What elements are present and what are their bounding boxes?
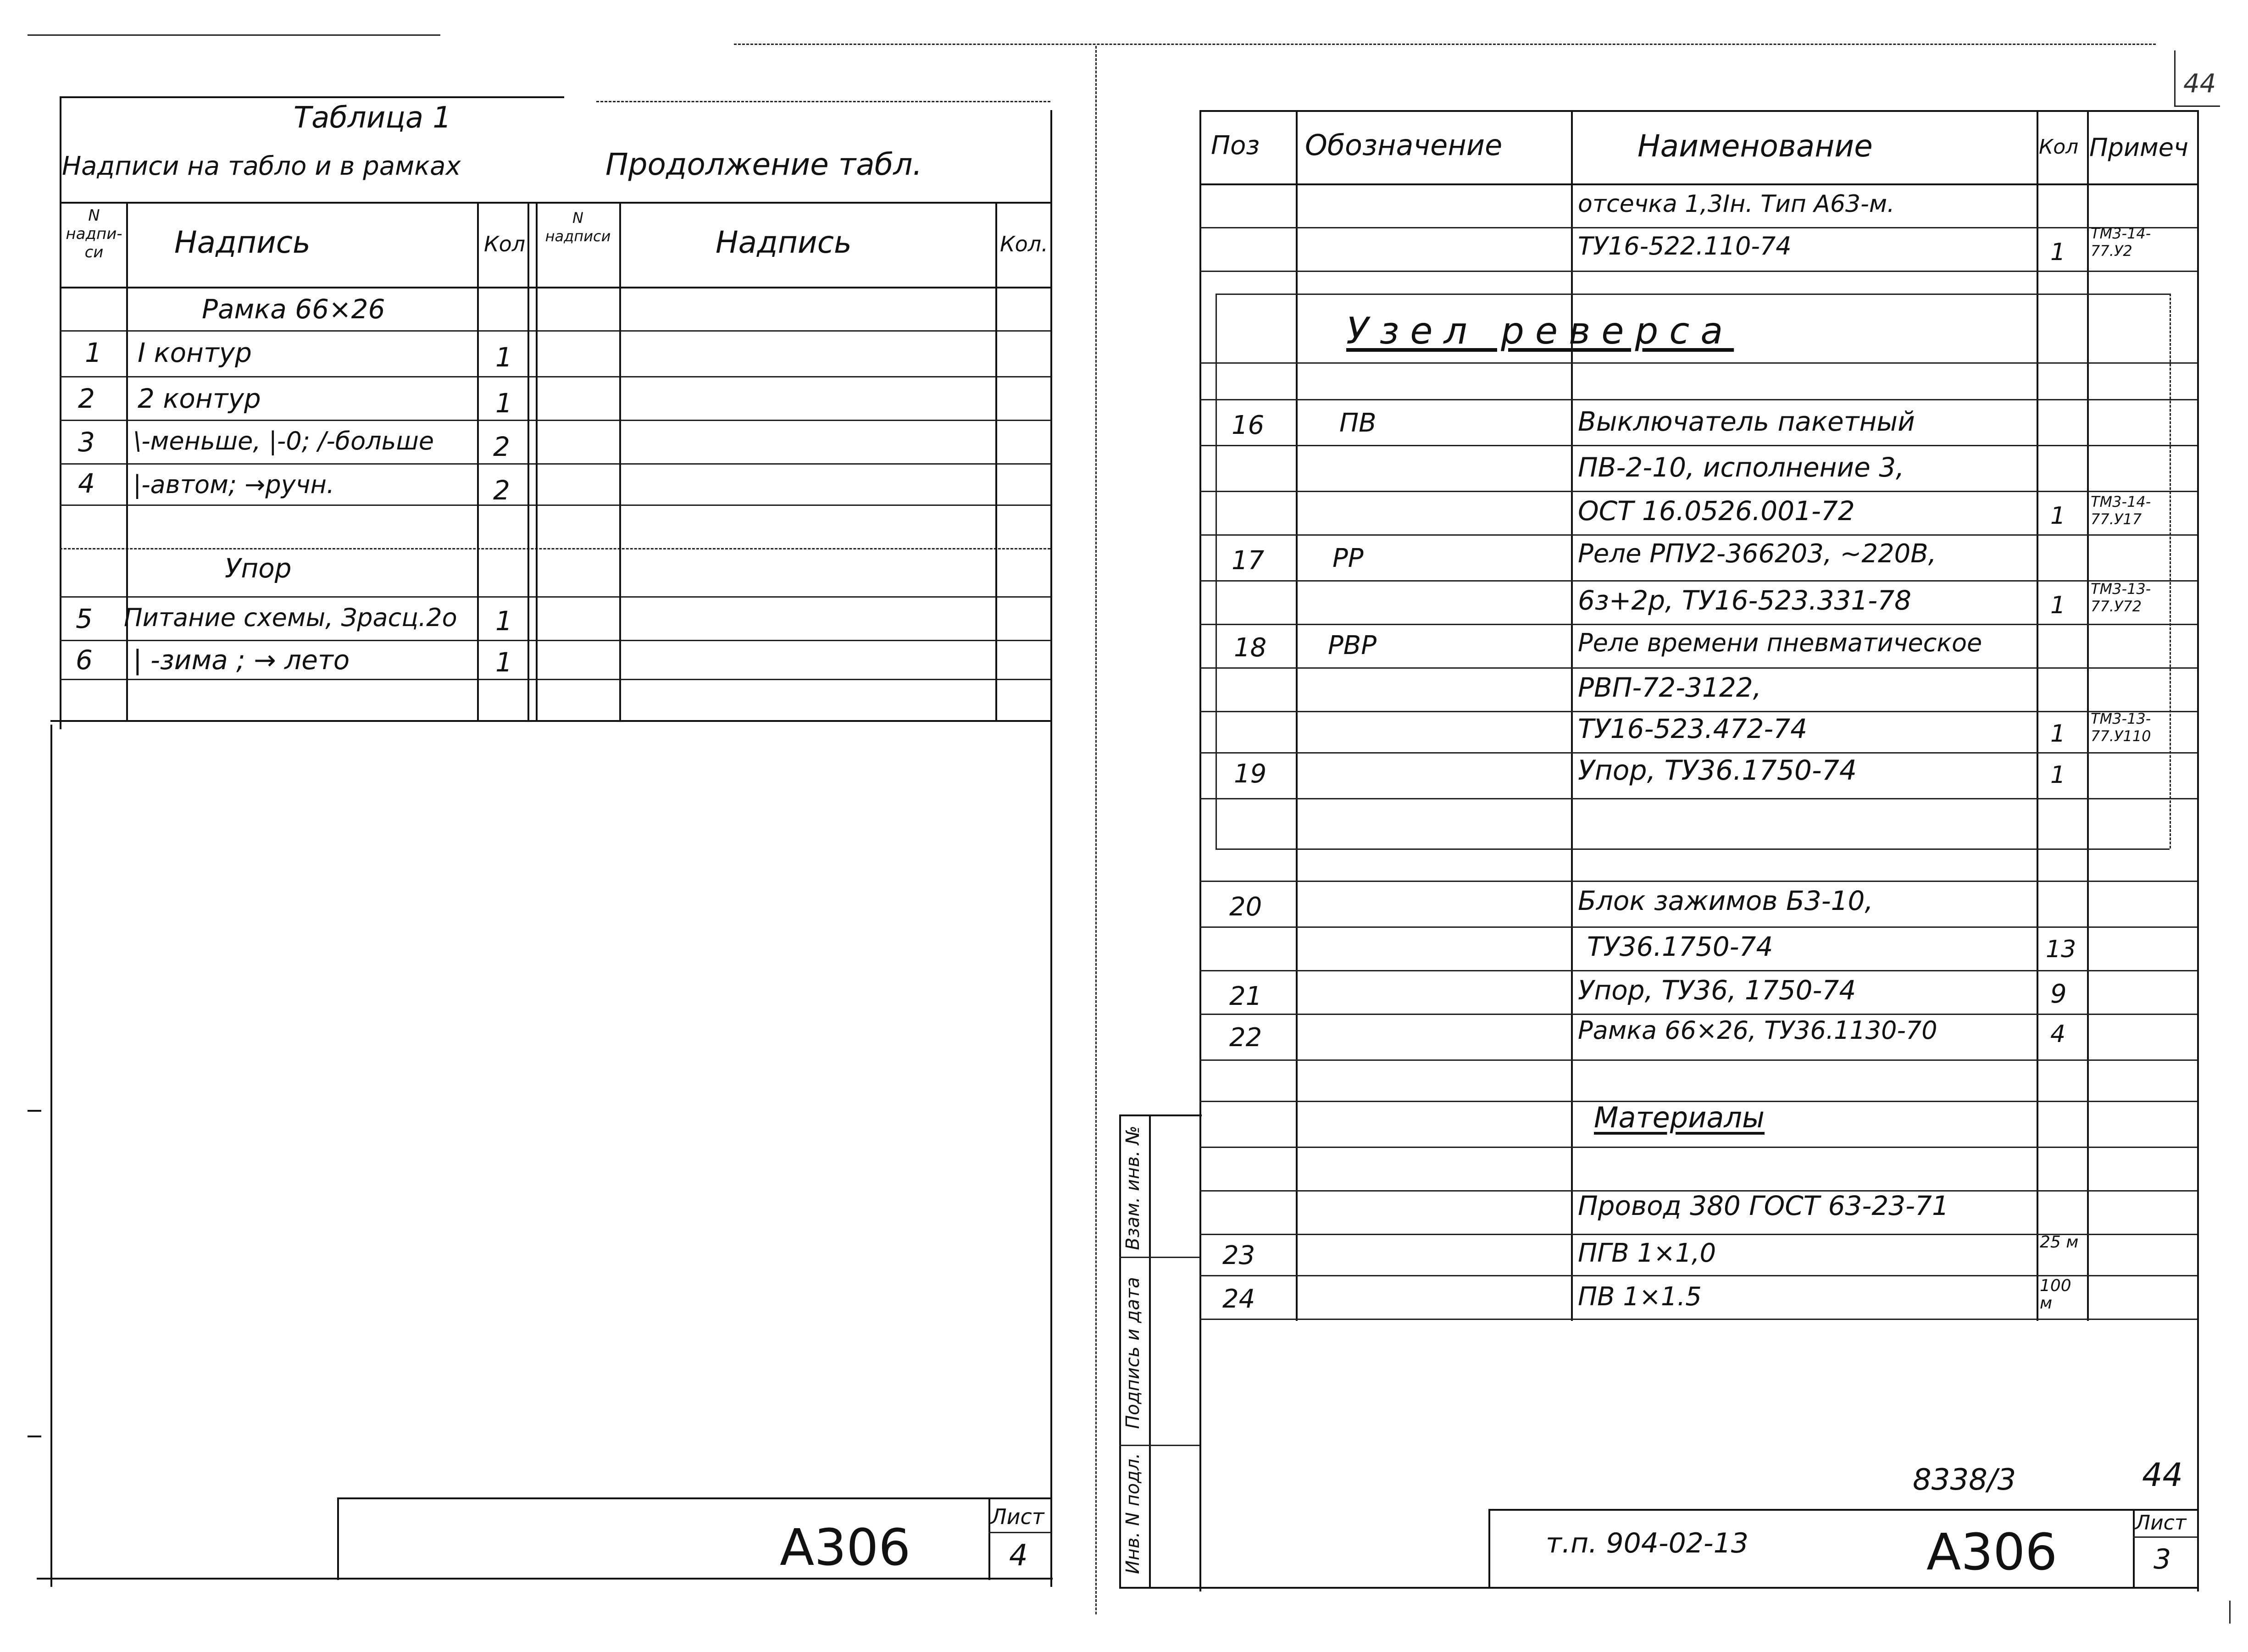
row-num: 6 bbox=[76, 644, 93, 676]
tbl-line bbox=[60, 640, 1050, 641]
rrow-name: ПВ 1×1.5 bbox=[1578, 1282, 1702, 1312]
stamp-code: А306 bbox=[780, 1518, 911, 1577]
side-stamp-mid bbox=[1149, 1114, 1151, 1587]
tbl-line bbox=[60, 504, 1050, 506]
section-box-left bbox=[1216, 294, 1217, 848]
corner-line bbox=[2174, 105, 2220, 107]
stamp-sheet-line bbox=[988, 1532, 1050, 1533]
header-inscription: Надпись bbox=[174, 225, 311, 260]
rtbl-col bbox=[1571, 110, 1573, 1321]
left-frame-top-2 bbox=[596, 101, 1050, 102]
rstamp-project: т.п. 904-02-13 bbox=[1546, 1527, 1748, 1559]
left-frame-bottom bbox=[37, 1578, 1053, 1580]
rtbl-line bbox=[1199, 183, 2197, 185]
rrow-name: РВП-72-3122, bbox=[1578, 672, 1762, 703]
rrow-pos: 22 bbox=[1229, 1023, 1262, 1053]
right-frame-bottom bbox=[1119, 1587, 2197, 1589]
rrow-note: ТМ3-14-77.У17 bbox=[2091, 493, 2151, 528]
rrow-name: 6з+2р, ТУ16-523.331-78 bbox=[1578, 585, 1912, 616]
rstamp-top bbox=[1488, 1509, 2197, 1511]
right-frame-right bbox=[2197, 110, 2199, 1591]
left-frame-right bbox=[1050, 110, 1052, 1587]
rrow-qty: 1 bbox=[2050, 720, 2066, 748]
section-title: Узел реверса bbox=[1346, 310, 1734, 352]
rstamp-sheet-number: 3 bbox=[2154, 1543, 2171, 1575]
rrow-qty: 25 м bbox=[2040, 1233, 2079, 1252]
rtbl-col bbox=[1296, 110, 1298, 1321]
header-num: N надпи-си bbox=[66, 206, 122, 261]
rtbl-line bbox=[1199, 667, 2197, 669]
rtbl-line bbox=[1199, 362, 2197, 364]
rtbl-line bbox=[1199, 624, 2197, 625]
rrow-name: ОСТ 16.0526.001-72 bbox=[1578, 495, 1855, 527]
rtbl-col bbox=[2037, 110, 2038, 1321]
table-subtitle: Надписи на табло и в рамках bbox=[62, 151, 461, 181]
row-qty: 1 bbox=[495, 342, 512, 373]
section-box-top bbox=[1216, 294, 2170, 295]
rtbl-line bbox=[1199, 970, 2197, 971]
row-text: | -зима ; → лето bbox=[133, 644, 350, 676]
rtbl-line bbox=[1199, 926, 2197, 928]
rrow-name: ТУ16-522.110-74 bbox=[1578, 232, 1792, 261]
section-box-right bbox=[2170, 294, 2171, 848]
rrow-qty: 1 bbox=[2050, 502, 2066, 530]
rrow-qty: 1 bbox=[2050, 238, 2066, 266]
rtbl-col bbox=[2087, 110, 2089, 1321]
rtbl-line bbox=[1199, 1014, 2197, 1015]
side-stamp-line bbox=[1119, 1257, 1199, 1258]
tbl-col bbox=[477, 202, 479, 720]
rheader-name: Наименование bbox=[1637, 128, 1873, 164]
header-inscription2: Надпись bbox=[716, 225, 852, 260]
rstamp-left bbox=[1488, 1509, 1490, 1587]
stamp-sheet-label: Лист bbox=[991, 1504, 1044, 1529]
rrow-qty: 100 м bbox=[2040, 1276, 2071, 1313]
tick-mark bbox=[28, 1436, 41, 1437]
row-qty: 2 bbox=[493, 431, 510, 462]
rrow-pos: 23 bbox=[1222, 1241, 1255, 1270]
rrow-name: Выключатель пакетный bbox=[1578, 406, 1915, 437]
rtbl-line bbox=[1199, 110, 2197, 112]
rrow-pos: 18 bbox=[1234, 633, 1267, 663]
tbl-line bbox=[60, 376, 1050, 377]
rrow-note: ТМ3-13-77.У110 bbox=[2091, 710, 2151, 745]
rrow-pos: 16 bbox=[1232, 410, 1265, 440]
row-text: Питание схемы, Зрасц.2о bbox=[124, 603, 457, 632]
rrow-name: Упор, ТУ36.1750-74 bbox=[1578, 754, 1857, 787]
rtbl-line bbox=[1199, 445, 2197, 446]
rrow-qty: 1 bbox=[2050, 761, 2066, 789]
row-qty: 1 bbox=[495, 605, 512, 637]
tbl-col bbox=[126, 202, 128, 720]
tbl-line bbox=[60, 463, 1050, 465]
rrow-qty: 9 bbox=[2050, 979, 2067, 1009]
row-qty: 1 bbox=[495, 388, 512, 419]
rtbl-line bbox=[1199, 227, 2197, 228]
tbl-line bbox=[60, 420, 1050, 421]
tbl-col bbox=[536, 202, 538, 720]
rrow-qty: 1 bbox=[2050, 592, 2066, 619]
side-stamp-inv-sub: Инв. N подл. bbox=[1122, 1452, 1143, 1574]
side-stamp-top bbox=[1119, 1114, 1202, 1116]
rstamp-sheet-line bbox=[2133, 1536, 2197, 1538]
rrow-note: ТМ3-13-77.У72 bbox=[2091, 580, 2151, 615]
center-fold-line bbox=[1095, 46, 1097, 1614]
left-frame-left-lower bbox=[50, 725, 52, 1587]
tbl-line bbox=[60, 679, 1050, 680]
stamp-left bbox=[337, 1497, 339, 1580]
right-frame-left bbox=[1199, 110, 1201, 1591]
row-qty: 2 bbox=[493, 475, 510, 506]
tbl-col bbox=[995, 202, 997, 720]
left-frame-top bbox=[60, 96, 564, 98]
rrow-qty: 4 bbox=[2050, 1020, 2066, 1048]
row-text: 2 контур bbox=[138, 383, 261, 414]
rrow-pos: 17 bbox=[1232, 546, 1265, 576]
rtbl-line bbox=[1199, 1319, 2197, 1320]
row-text: \-меньше, |-0; /-больше bbox=[133, 427, 434, 455]
row-text: |-автом; →ручн. bbox=[133, 470, 335, 499]
rrow-name: Упор, ТУ36, 1750-74 bbox=[1578, 975, 1856, 1006]
rstamp-sheet-label: Лист bbox=[2135, 1511, 2187, 1535]
rrow-name: Блок зажимов Б3-10, bbox=[1578, 885, 1873, 916]
rtbl-line bbox=[1199, 752, 2197, 754]
tbl-line bbox=[60, 596, 1050, 598]
rstamp-sheet-col bbox=[2133, 1509, 2135, 1587]
rtbl-line bbox=[1199, 798, 2197, 799]
row-text: I контур bbox=[138, 337, 252, 368]
tbl-col bbox=[619, 202, 621, 720]
rrow-name: Реле РПУ2-366203, ~220В, bbox=[1578, 539, 1937, 569]
rrow-pos: 19 bbox=[1234, 759, 1267, 789]
side-stamp-left bbox=[1119, 1114, 1121, 1587]
rtbl-line bbox=[1199, 271, 2197, 272]
row-text: Рамка 66×26 bbox=[202, 294, 385, 325]
rtbl-line bbox=[1199, 399, 2197, 400]
side-stamp-sign-date: Подпись и дата bbox=[1122, 1277, 1143, 1429]
header-num2: N надписи bbox=[545, 209, 611, 245]
rheader-note: Примеч bbox=[2089, 133, 2188, 162]
row-num: 4 bbox=[78, 468, 95, 499]
rrow-name: ПВ-2-10, исполнение 3, bbox=[1578, 452, 1904, 483]
rtbl-line bbox=[1199, 881, 2197, 882]
tbl-line bbox=[50, 720, 1050, 722]
stamp-sheet-number: 4 bbox=[1009, 1539, 1028, 1573]
rrow-qty: 13 bbox=[2046, 936, 2076, 963]
rrow-name: Провод 380 ГОСТ 63-23-71 bbox=[1578, 1190, 1949, 1221]
rrow-pos: 21 bbox=[1229, 981, 1262, 1011]
row-text: Упор bbox=[225, 553, 292, 584]
row-num: 3 bbox=[78, 427, 95, 458]
top-edge-line bbox=[28, 34, 440, 36]
tbl-col bbox=[527, 202, 529, 720]
rrow-pos: 20 bbox=[1229, 892, 1262, 922]
rrow-name: Реле времени пневматическое bbox=[1578, 628, 1982, 657]
rrow-pos: 24 bbox=[1222, 1284, 1255, 1314]
rtbl-line bbox=[1199, 491, 2197, 492]
row-num: 2 bbox=[78, 383, 95, 414]
stamp-sheet-col bbox=[988, 1497, 990, 1580]
rrow-des: РВР bbox=[1328, 631, 1377, 660]
rrow-note: ТМ3-14-77.У2 bbox=[2091, 225, 2151, 260]
stamp-top bbox=[337, 1497, 1050, 1499]
tbl-line bbox=[60, 330, 1050, 332]
rrow-name: ТУ36.1750-74 bbox=[1587, 931, 1773, 962]
rheader-qty: Кол bbox=[2039, 135, 2079, 159]
rrow-name: Рамка 66×26, ТУ36.1130-70 bbox=[1578, 1016, 1937, 1045]
rrow-name: ПГВ 1×1,0 bbox=[1578, 1238, 1716, 1268]
rtbl-line bbox=[1199, 534, 2197, 536]
top-edge-line-2 bbox=[734, 44, 2156, 45]
rstamp-code: А306 bbox=[1926, 1523, 2058, 1581]
rrow-name: отсечка 1,3Iн. Тип А63-м. bbox=[1578, 190, 1895, 218]
rheader-designation: Обозначение bbox=[1305, 128, 1503, 162]
table-title: Таблица 1 bbox=[294, 101, 452, 135]
rtbl-line bbox=[1199, 580, 2197, 582]
tbl-line bbox=[60, 202, 1050, 204]
rtbl-line bbox=[1199, 1059, 2197, 1061]
header-qty2: Кол. bbox=[1000, 232, 1048, 256]
side-stamp-line bbox=[1119, 1445, 1199, 1446]
side-stamp-replace-inv: Взам. инв. № bbox=[1122, 1125, 1143, 1250]
section-box-bottom bbox=[1216, 848, 2170, 850]
row-num: 1 bbox=[85, 337, 102, 368]
row-num: 5 bbox=[76, 603, 93, 634]
left-frame-left bbox=[60, 96, 61, 729]
tick-mark bbox=[2229, 1601, 2231, 1624]
corner-line bbox=[2174, 50, 2176, 105]
materials-heading: Материалы bbox=[1594, 1101, 1765, 1134]
header-qty: Кол bbox=[484, 232, 526, 256]
rheader-pos: Поз bbox=[1211, 131, 1260, 161]
tick-mark bbox=[28, 1110, 41, 1112]
page-number-top: 44 bbox=[2183, 69, 2216, 99]
continuation-label: Продолжение табл. bbox=[605, 147, 922, 182]
doc-number: 8338/3 bbox=[1913, 1463, 2016, 1497]
rrow-des: ПВ bbox=[1339, 408, 1377, 438]
tbl-line bbox=[60, 287, 1050, 288]
sheet-number-top: 44 bbox=[2142, 1456, 2183, 1494]
rtbl-line bbox=[1199, 1147, 2197, 1148]
row-qty: 1 bbox=[495, 647, 512, 678]
rrow-des: РР bbox=[1332, 543, 1364, 573]
tbl-line bbox=[60, 548, 1050, 549]
rrow-name: ТУ16-523.472-74 bbox=[1578, 713, 1808, 744]
rtbl-line bbox=[1199, 711, 2197, 712]
